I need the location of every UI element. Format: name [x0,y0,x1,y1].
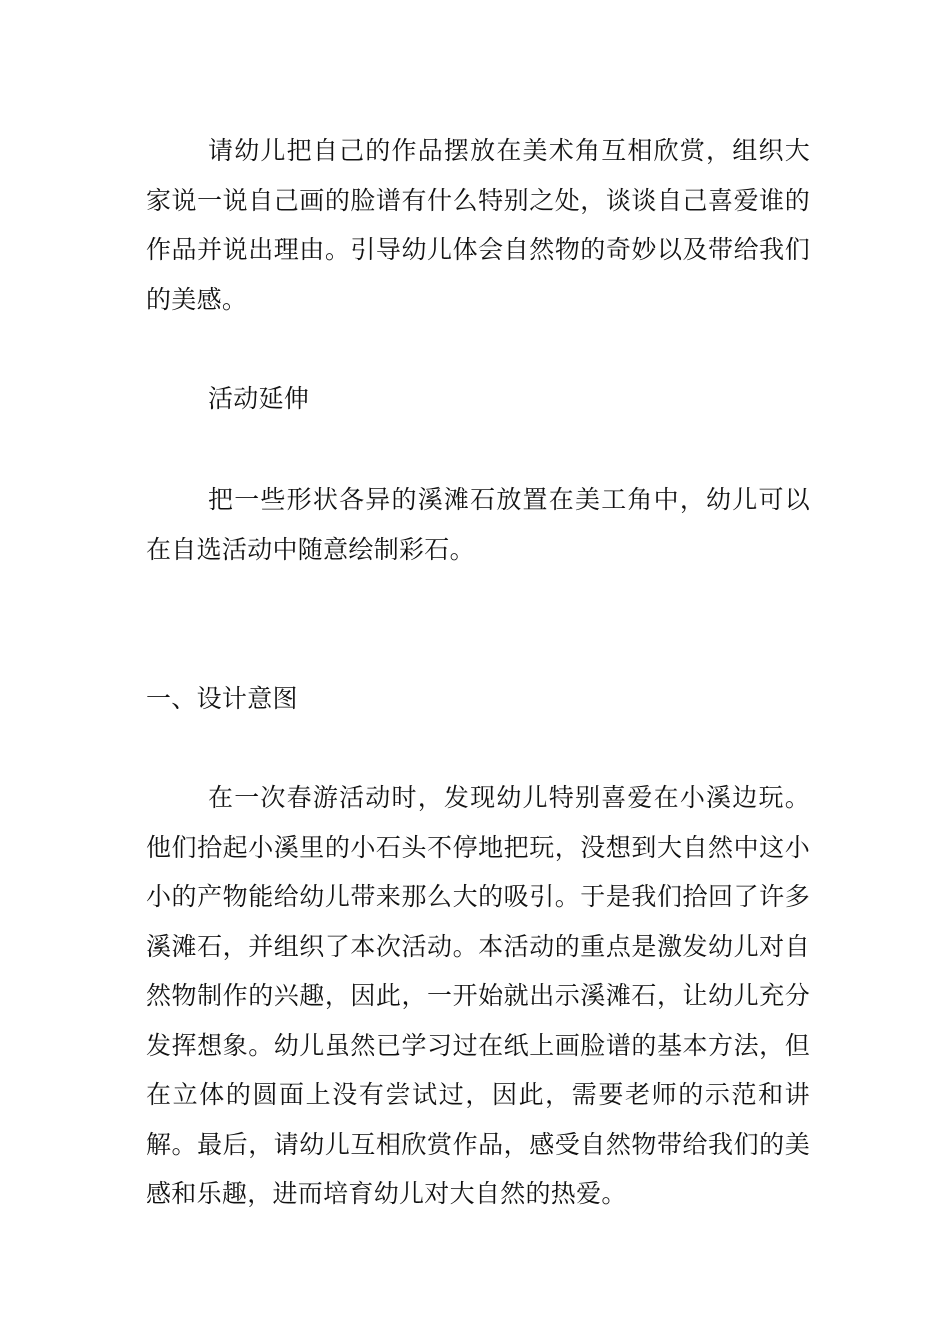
heading-activity-extension: 活动延伸 [208,384,310,413]
paragraph-extension: 把一些形状各异的溪滩石放置在美工角中，幼儿可以在自选活动中随意绘制彩石。 [146,485,810,564]
paragraph-design-intent: 在一次春游活动时，发现幼儿特别喜爱在小溪边玩。他们拾起小溪里的小石头不停地把玩，没想到大自然中这小小的产物能给幼儿带来那么大的吸引。于是我们拾回了许多溪滩石，并组织了本次活动。本活动的重点是激发幼儿对自然物制作的兴趣，因此，一开始就出示溪滩石，让幼儿充分发挥想象。幼儿虽然已学习过在纸上画脸谱的基本方法，但在立体的圆面上没有尝试过，因此，需要老师的示范和讲解。最后，请幼儿互相欣赏作品，感受自然物带给我们的美感和乐趣，进而培育幼儿对大自然的热爱。 [146,783,810,1208]
paragraph-appreciation: 请幼儿把自己的作品摆放在美术角互相欣赏，组织大家说一说自己画的脸谱有什么特别之处，谈谈自己喜爱谁的作品并说出理由。引导幼儿体会自然物的奇妙以及带给我们的美感。 [146,136,810,314]
heading-design-intent: 一、设计意图 [146,684,298,713]
